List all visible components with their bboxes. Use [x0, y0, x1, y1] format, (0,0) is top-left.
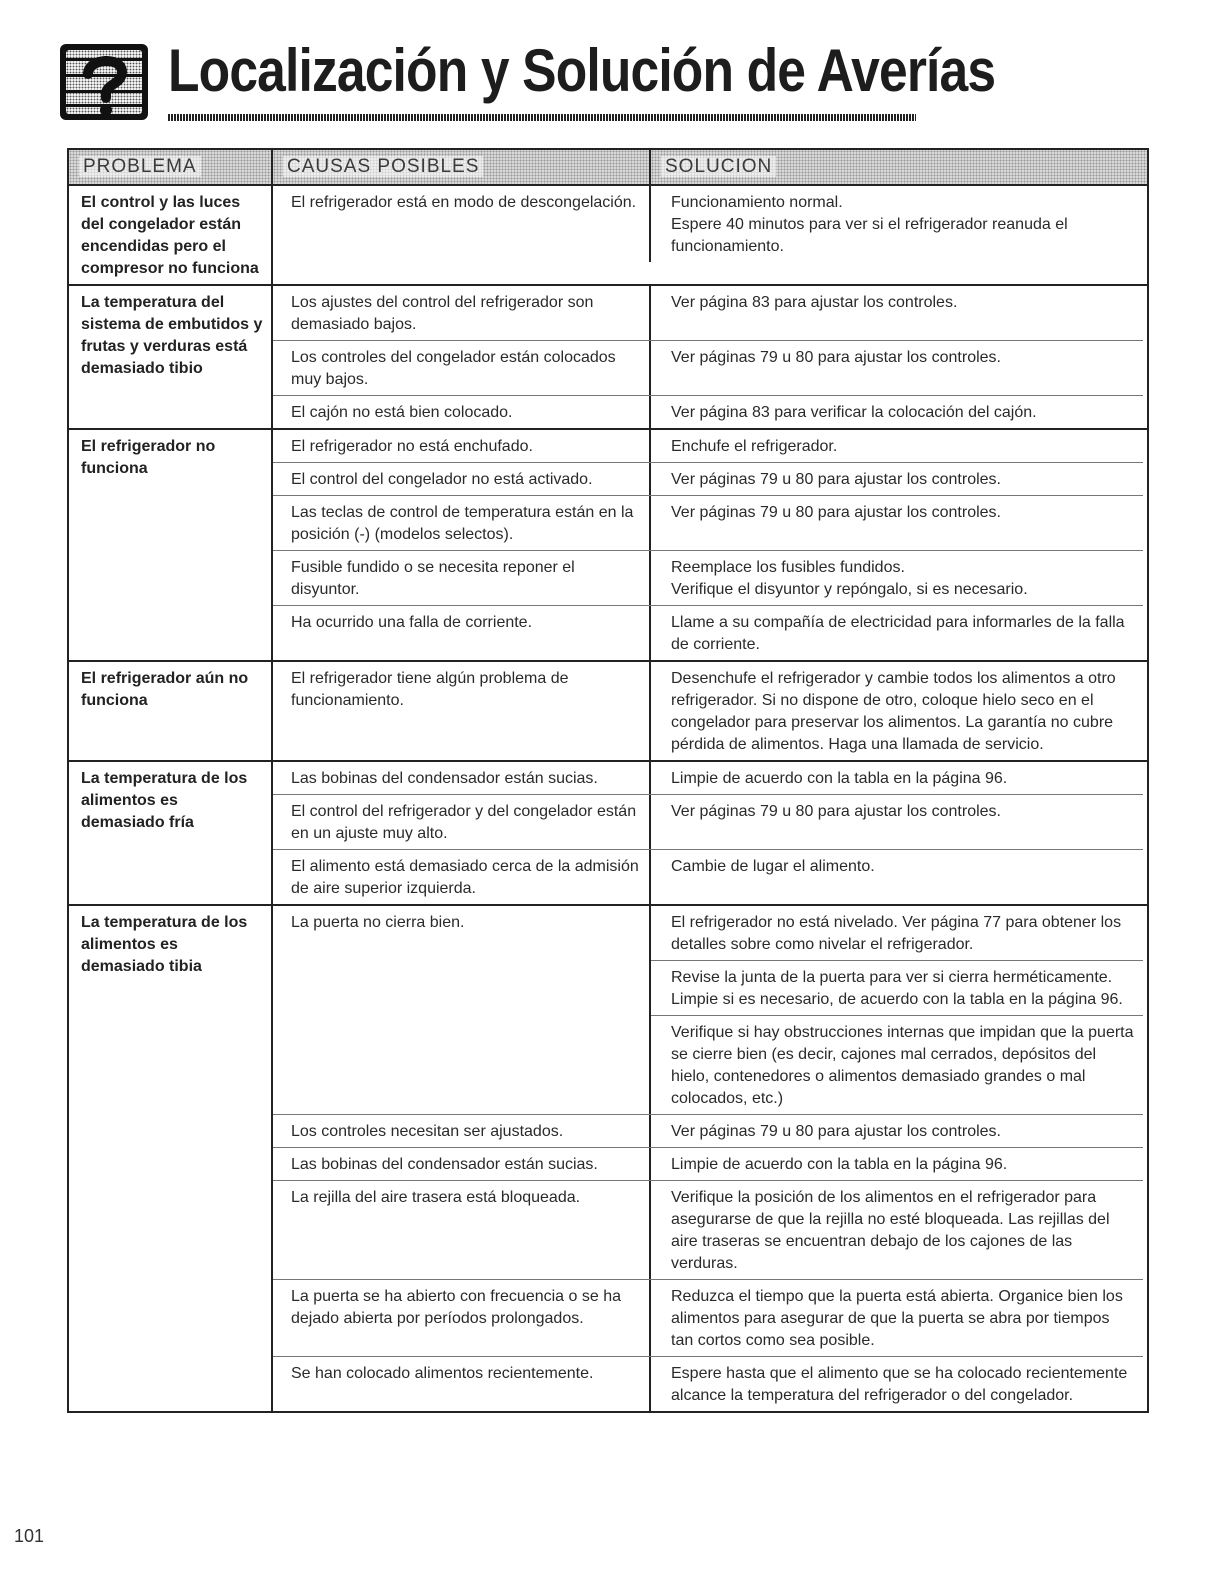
solution-cell: Ver páginas 79 u 80 para ajustar los controles.	[671, 504, 1001, 521]
table-body	[69, 186, 1147, 1411]
solution-cell: Revise la junta de la puerta para ver si cierra herméticamente. Limpie si es necesario, de acuerdo con la tabla en la página 96.	[651, 961, 1143, 1016]
solution-cell: Funcionamiento normal. Espere 40 minutos para ver si el refrigerador reanuda el funcionamiento.	[671, 194, 1068, 255]
table-row	[273, 1280, 1143, 1357]
table-row	[273, 906, 1143, 1115]
page-number: 101	[14, 1526, 45, 1546]
solution-cell: El refrigerador no está nivelado. Ver página 77 para obtener los detalles sobre como nivelar el refrigerador.	[651, 906, 1143, 961]
table-header	[69, 150, 1147, 186]
page-title: Localización y Solución de Averías	[168, 37, 996, 104]
solution-cell: Ver página 83 para verificar la colocación del cajón.	[671, 404, 1037, 421]
solution-cell: Espere hasta que el alimento que se ha colocado recientemente alcance la temperatura del refrigerador o del congelador.	[671, 1365, 1128, 1404]
table-row	[273, 396, 1143, 428]
question-icon	[60, 44, 148, 120]
cause-cell: Los controles necesitan ser ajustados.	[273, 1115, 651, 1147]
table-row	[273, 341, 1143, 396]
problem-cell: La temperatura de los alimentos es demasiado tibia	[69, 906, 273, 1411]
problem-cell: La temperatura del sistema de embutidos y frutas y verduras está demasiado tibio	[69, 286, 273, 428]
header-solution: SOLUCION	[651, 150, 1143, 184]
header-problem: PROBLEMA	[69, 150, 273, 184]
solution-cell: Verifique si hay obstrucciones internas que impidan que la puerta se cierre bien (es decir, cajones mal cerrados, depósitos del hielo, contenedores o alimentos demasiado grandes o mal colocados, etc.)	[671, 1024, 1134, 1107]
table-row	[273, 551, 1143, 606]
cause-cell: Los ajustes del control del refrigerador son demasiado bajos.	[273, 286, 651, 340]
solution-cell: Ver páginas 79 u 80 para ajustar los controles.	[671, 1123, 1001, 1140]
solution-cell: Reduzca el tiempo que la puerta está abierta. Organice bien los alimentos para asegurar de que la puerta se abra por tiempos tan cortos como sea posible.	[671, 1288, 1123, 1349]
cause-cell: El control del congelador no está activado.	[273, 463, 651, 495]
problem-cell: El refrigerador no funciona	[69, 430, 273, 660]
cause-cell: El refrigerador está en modo de descongelación.	[273, 186, 651, 262]
cause-cell: El refrigerador no está enchufado.	[273, 430, 651, 462]
cause-cell: Los controles del congelador están colocados muy bajos.	[273, 341, 651, 395]
solution-cell: Limpie de acuerdo con la tabla en la página 96.	[671, 1156, 1008, 1173]
problem-group	[69, 186, 1147, 286]
solution-cell: Limpie de acuerdo con la tabla en la página 96.	[671, 770, 1008, 787]
solution-cell: Llame a su compañía de electricidad para informarles de la falla de corriente.	[671, 614, 1125, 653]
table-row	[273, 762, 1143, 795]
cause-cell: Se han colocado alimentos recientemente.	[273, 1357, 651, 1411]
table-row	[273, 1148, 1143, 1181]
cause-cell: La puerta no cierra bien.	[273, 906, 651, 1114]
solution-cell: Verifique la posición de los alimentos en el refrigerador para asegurarse de que la rejilla no esté bloqueada. Las rejillas del aire traseras se encuentran debajo de los cajones de las verduras.	[671, 1189, 1110, 1272]
table-row	[273, 1357, 1143, 1411]
table-row	[273, 496, 1143, 551]
table-row	[273, 606, 1143, 660]
cause-cell: El control del refrigerador y del congelador están en un ajuste muy alto.	[273, 795, 651, 849]
table-row	[273, 662, 1143, 760]
troubleshooting-table	[67, 148, 1149, 1413]
table-row	[273, 850, 1143, 904]
cause-cell: El alimento está demasiado cerca de la admisión de aire superior izquierda.	[273, 850, 651, 904]
title-underline	[168, 114, 916, 121]
cause-cell: La rejilla del aire trasera está bloqueada.	[273, 1181, 651, 1279]
cause-cell: La puerta se ha abierto con frecuencia o se ha dejado abierta por períodos prolongados.	[273, 1280, 651, 1356]
table-row	[273, 1115, 1143, 1148]
problem-group	[69, 430, 1147, 662]
cause-cell: Fusible fundido o se necesita reponer el disyuntor.	[273, 551, 651, 605]
cause-cell: Las bobinas del condensador están sucias.	[273, 1148, 651, 1180]
solution-cell: Ver páginas 79 u 80 para ajustar los controles.	[671, 471, 1001, 488]
problem-cell: El refrigerador aún no funciona	[69, 662, 273, 760]
problem-cell: La temperatura de los alimentos es demasiado fría	[69, 762, 273, 904]
table-row	[273, 1181, 1143, 1280]
header-causes: CAUSAS POSIBLES	[273, 150, 651, 184]
solution-cell: Cambie de lugar el alimento.	[671, 858, 875, 875]
cause-cell: El refrigerador tiene algún problema de funcionamiento.	[273, 662, 651, 760]
solution-cell: Reemplace los fusibles fundidos. Verifique el disyuntor y repóngalo, si es necesario.	[671, 559, 1028, 598]
cause-cell: Ha ocurrido una falla de corriente.	[273, 606, 651, 660]
problem-group	[69, 286, 1147, 430]
solution-cell: Enchufe el refrigerador.	[671, 438, 838, 455]
solution-cell: Ver páginas 79 u 80 para ajustar los controles.	[671, 803, 1001, 820]
cause-cell: El cajón no está bien colocado.	[273, 396, 651, 428]
solution-cell: Ver páginas 79 u 80 para ajustar los controles.	[671, 349, 1001, 366]
cause-cell: Las bobinas del condensador están sucias.	[273, 762, 651, 794]
table-row	[273, 463, 1143, 496]
problem-group	[69, 662, 1147, 762]
table-row	[273, 430, 1143, 463]
solution-cell: Ver página 83 para ajustar los controles.	[671, 294, 958, 311]
problem-cell: El control y las luces del congelador están encendidas pero el compresor no funciona	[69, 186, 273, 284]
table-row	[273, 795, 1143, 850]
cause-cell: Las teclas de control de temperatura están en la posición (-) (modelos selectos).	[273, 496, 651, 550]
solution-cell: Desenchufe el refrigerador y cambie todos los alimentos a otro refrigerador. Si no dispone de otro, coloque hielo seco en el congelador para preservar los alimentos. La garantía no cubre pérdida de alimentos. Haga una llamada de servicio.	[671, 670, 1116, 753]
problem-group	[69, 762, 1147, 906]
table-row	[273, 286, 1143, 341]
table-row	[273, 186, 1143, 262]
page-header	[60, 37, 996, 125]
problem-group	[69, 906, 1147, 1411]
